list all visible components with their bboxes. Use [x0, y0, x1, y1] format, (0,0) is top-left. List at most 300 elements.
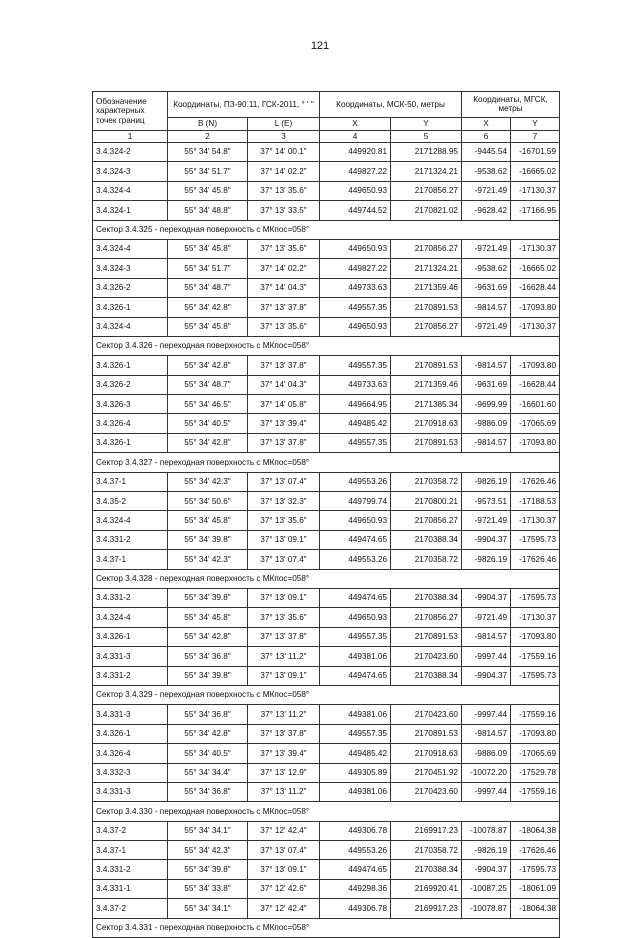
latitude-cell: 55° 34' 45.8" [168, 239, 248, 258]
latitude-cell: 55° 34' 54.8" [168, 143, 248, 162]
header-sub-b: B (N) [168, 117, 248, 130]
table-row [93, 414, 560, 433]
msk-x-cell: 449650.93 [320, 511, 391, 530]
mgsk-x-cell: -9721.49 [462, 608, 511, 627]
table-row [93, 705, 560, 724]
msk-x-cell: 449381.06 [320, 705, 391, 724]
point-id-cell: 3.4.326-4 [93, 414, 168, 433]
mgsk-y-cell: -17093.80 [511, 433, 560, 452]
msk-x-cell: 449733.63 [320, 375, 391, 394]
mgsk-y-cell: -17188.53 [511, 492, 560, 511]
table-row [93, 239, 560, 258]
sector-title: Сектор 3.4.326 - переходная поверхность с МКпос=058° [93, 336, 560, 355]
mgsk-y-cell: -16665.02 [511, 259, 560, 278]
longitude-cell: 37° 14' 02.2" [248, 162, 320, 181]
table-row [93, 492, 560, 511]
table-row [93, 782, 560, 801]
point-id-cell: 3.4.37-1 [93, 550, 168, 569]
point-id-cell: 3.4.326-4 [93, 744, 168, 763]
point-id-cell: 3.4.331-2 [93, 530, 168, 549]
latitude-cell: 55° 34' 42.3" [168, 550, 248, 569]
longitude-cell: 37° 13' 39.4" [248, 414, 320, 433]
table-row [93, 181, 560, 200]
latitude-cell: 55° 34' 51.7" [168, 162, 248, 181]
mgsk-x-cell: -9814.57 [462, 433, 511, 452]
table-row [93, 879, 560, 898]
mgsk-x-cell: -9445.54 [462, 143, 511, 162]
sector-title: Сектор 3.4.329 - переходная поверхность с МКпос=058° [93, 685, 560, 704]
latitude-cell: 55° 34' 48.8" [168, 201, 248, 220]
mgsk-x-cell: -9699.99 [462, 395, 511, 414]
longitude-cell: 37° 13' 35.6" [248, 608, 320, 627]
msk-y-cell: 2170856.27 [391, 181, 462, 200]
msk-x-cell: 449827.22 [320, 162, 391, 181]
table-row [93, 647, 560, 666]
longitude-cell: 37° 13' 37.8" [248, 356, 320, 375]
mgsk-y-cell: -17093.80 [511, 298, 560, 317]
msk-x-cell: 449474.65 [320, 860, 391, 879]
mgsk-x-cell: -9904.37 [462, 860, 511, 879]
mgsk-y-cell: -17529.78 [511, 763, 560, 782]
msk-y-cell: 2169920.41 [391, 879, 462, 898]
latitude-cell: 55° 34' 42.8" [168, 298, 248, 317]
latitude-cell: 55° 34' 42.8" [168, 724, 248, 743]
mgsk-y-cell: -17130.37 [511, 608, 560, 627]
point-id-cell: 3.4.324-4 [93, 181, 168, 200]
mgsk-y-cell: -17130.37 [511, 511, 560, 530]
msk-y-cell: 2170800.21 [391, 492, 462, 511]
point-id-cell: 3.4.326-1 [93, 356, 168, 375]
table-row [93, 278, 560, 297]
latitude-cell: 55° 34' 36.8" [168, 647, 248, 666]
mgsk-x-cell: -9721.49 [462, 317, 511, 336]
msk-x-cell: 449557.35 [320, 298, 391, 317]
longitude-cell: 37° 13' 11.2" [248, 647, 320, 666]
mgsk-x-cell: -9538.62 [462, 259, 511, 278]
mgsk-x-cell: -9997.44 [462, 782, 511, 801]
mgsk-y-cell: -17559.16 [511, 705, 560, 724]
header-col-number: 5 [391, 131, 462, 143]
header-sub-msk-y: Y [391, 117, 462, 130]
header-pz-group: Координаты, ПЗ-90.11, ГСК-2011, ° ' " [168, 92, 320, 118]
msk-y-cell: 2171324.21 [391, 162, 462, 181]
msk-x-cell: 449557.35 [320, 724, 391, 743]
table-row [93, 744, 560, 763]
mgsk-y-cell: -17626.46 [511, 472, 560, 491]
mgsk-y-cell: -16701.59 [511, 143, 560, 162]
latitude-cell: 55° 34' 36.8" [168, 705, 248, 724]
msk-x-cell: 449650.93 [320, 608, 391, 627]
mgsk-y-cell: -17595.73 [511, 588, 560, 607]
mgsk-y-cell: -17595.73 [511, 860, 560, 879]
msk-y-cell: 2170423.60 [391, 782, 462, 801]
point-id-cell: 3.4.331-3 [93, 705, 168, 724]
msk-x-cell: 449553.26 [320, 841, 391, 860]
table-row [93, 317, 560, 336]
msk-y-cell: 2170423.60 [391, 647, 462, 666]
longitude-cell: 37° 13' 37.8" [248, 627, 320, 646]
msk-x-cell: 449827.22 [320, 259, 391, 278]
msk-y-cell: 2170388.34 [391, 588, 462, 607]
sector-row [93, 918, 560, 937]
point-id-cell: 3.4.326-3 [93, 395, 168, 414]
point-id-cell: 3.4.332-3 [93, 763, 168, 782]
mgsk-x-cell: -9997.44 [462, 705, 511, 724]
longitude-cell: 37° 13' 09.1" [248, 588, 320, 607]
latitude-cell: 55° 34' 34.4" [168, 763, 248, 782]
msk-x-cell: 449306.78 [320, 899, 391, 918]
msk-x-cell: 449381.06 [320, 647, 391, 666]
sector-title: Сектор 3.4.330 - переходная поверхность с МКпос=058° [93, 802, 560, 821]
page-number: 121 [310, 40, 330, 52]
mgsk-y-cell: -17093.80 [511, 356, 560, 375]
msk-x-cell: 449650.93 [320, 181, 391, 200]
mgsk-y-cell: -17065.69 [511, 744, 560, 763]
msk-y-cell: 2170856.27 [391, 317, 462, 336]
table-header [93, 92, 560, 143]
latitude-cell: 55° 34' 39.8" [168, 530, 248, 549]
table-row [93, 356, 560, 375]
sector-title: Сектор 3.4.327 - переходная поверхность с МКпос=058° [93, 453, 560, 472]
latitude-cell: 55° 34' 33.8" [168, 879, 248, 898]
msk-y-cell: 2171288.95 [391, 143, 462, 162]
msk-x-cell: 449799.74 [320, 492, 391, 511]
msk-y-cell: 2170856.27 [391, 239, 462, 258]
msk-y-cell: 2170918.63 [391, 414, 462, 433]
latitude-cell: 55° 34' 45.8" [168, 317, 248, 336]
mgsk-x-cell: -9904.37 [462, 530, 511, 549]
header-col-number: 1 [93, 131, 168, 143]
longitude-cell: 37° 13' 37.8" [248, 433, 320, 452]
latitude-cell: 55° 34' 39.8" [168, 860, 248, 879]
longitude-cell: 37° 13' 09.1" [248, 666, 320, 685]
msk-x-cell: 449650.93 [320, 239, 391, 258]
header-msk-group: Координаты, МСК-50, метры [320, 92, 462, 118]
point-id-cell: 3.4.35-2 [93, 492, 168, 511]
longitude-cell: 37° 12' 42.4" [248, 821, 320, 840]
mgsk-x-cell: -9538.62 [462, 162, 511, 181]
mgsk-y-cell: -17595.73 [511, 530, 560, 549]
msk-y-cell: 2171359.46 [391, 375, 462, 394]
mgsk-x-cell: -9826.19 [462, 472, 511, 491]
msk-y-cell: 2170891.53 [391, 627, 462, 646]
msk-x-cell: 449650.93 [320, 317, 391, 336]
msk-x-cell: 449664.95 [320, 395, 391, 414]
mgsk-y-cell: -17559.16 [511, 782, 560, 801]
msk-x-cell: 449306.78 [320, 821, 391, 840]
mgsk-y-cell: -16665.02 [511, 162, 560, 181]
latitude-cell: 55° 34' 48.7" [168, 375, 248, 394]
msk-y-cell: 2170358.72 [391, 550, 462, 569]
mgsk-y-cell: -18061.09 [511, 879, 560, 898]
longitude-cell: 37° 13' 37.8" [248, 724, 320, 743]
longitude-cell: 37° 13' 09.1" [248, 860, 320, 879]
point-id-cell: 3.4.326-1 [93, 433, 168, 452]
point-id-cell: 3.4.331-3 [93, 782, 168, 801]
table-body [93, 143, 560, 938]
latitude-cell: 55° 34' 42.3" [168, 841, 248, 860]
header-sub-msk-x: X [320, 117, 391, 130]
msk-y-cell: 2170451.92 [391, 763, 462, 782]
msk-x-cell: 449474.65 [320, 666, 391, 685]
msk-y-cell: 2170891.53 [391, 298, 462, 317]
header-col-number: 6 [462, 131, 511, 143]
point-id-cell: 3.4.37-2 [93, 821, 168, 840]
point-id-cell: 3.4.37-1 [93, 472, 168, 491]
longitude-cell: 37° 13' 33.5" [248, 201, 320, 220]
point-id-cell: 3.4.331-2 [93, 860, 168, 879]
msk-x-cell: 449557.35 [320, 627, 391, 646]
header-point-label: Обозначение характерных точек границ [93, 92, 168, 131]
msk-y-cell: 2171385.34 [391, 395, 462, 414]
longitude-cell: 37° 14' 04.3" [248, 278, 320, 297]
msk-x-cell: 449557.35 [320, 433, 391, 452]
longitude-cell: 37° 13' 07.4" [248, 841, 320, 860]
msk-x-cell: 449305.89 [320, 763, 391, 782]
table-row [93, 511, 560, 530]
msk-y-cell: 2170891.53 [391, 356, 462, 375]
msk-y-cell: 2170821.02 [391, 201, 462, 220]
latitude-cell: 55° 34' 45.8" [168, 608, 248, 627]
point-id-cell: 3.4.324-3 [93, 162, 168, 181]
msk-y-cell: 2171324.21 [391, 259, 462, 278]
mgsk-x-cell: -9997.44 [462, 647, 511, 666]
longitude-cell: 37° 14' 02.2" [248, 259, 320, 278]
mgsk-x-cell: -9826.19 [462, 841, 511, 860]
msk-x-cell: 449553.26 [320, 472, 391, 491]
msk-x-cell: 449298.36 [320, 879, 391, 898]
table-row [93, 375, 560, 394]
mgsk-y-cell: -17093.80 [511, 724, 560, 743]
point-id-cell: 3.4.326-1 [93, 724, 168, 743]
header-col-number: 2 [168, 131, 248, 143]
mgsk-y-cell: -16628.44 [511, 375, 560, 394]
mgsk-y-cell: -16601.60 [511, 395, 560, 414]
longitude-cell: 37° 13' 32.3" [248, 492, 320, 511]
point-id-cell: 3.4.326-1 [93, 627, 168, 646]
longitude-cell: 37° 13' 35.6" [248, 239, 320, 258]
sector-row [93, 802, 560, 821]
msk-y-cell: 2170358.72 [391, 472, 462, 491]
msk-x-cell: 449920.81 [320, 143, 391, 162]
point-id-cell: 3.4.37-2 [93, 899, 168, 918]
mgsk-x-cell: -9721.49 [462, 239, 511, 258]
mgsk-y-cell: -16628.44 [511, 278, 560, 297]
msk-y-cell: 2171359.46 [391, 278, 462, 297]
mgsk-y-cell: -17130.37 [511, 317, 560, 336]
longitude-cell: 37° 13' 07.4" [248, 550, 320, 569]
msk-y-cell: 2170856.27 [391, 608, 462, 627]
header-sub-mgsk-x: X [462, 117, 511, 130]
msk-y-cell: 2170358.72 [391, 841, 462, 860]
latitude-cell: 55° 34' 34.1" [168, 899, 248, 918]
msk-x-cell: 449744.52 [320, 201, 391, 220]
mgsk-y-cell: -18064.38 [511, 899, 560, 918]
header-col-number: 3 [248, 131, 320, 143]
table-row [93, 298, 560, 317]
latitude-cell: 55° 34' 39.8" [168, 588, 248, 607]
mgsk-y-cell: -18064.38 [511, 821, 560, 840]
latitude-cell: 55° 34' 45.8" [168, 511, 248, 530]
msk-y-cell: 2170891.53 [391, 433, 462, 452]
mgsk-x-cell: -10087.25 [462, 879, 511, 898]
point-id-cell: 3.4.324-4 [93, 511, 168, 530]
point-id-cell: 3.4.331-2 [93, 666, 168, 685]
msk-y-cell: 2169917.23 [391, 821, 462, 840]
mgsk-x-cell: -10078.87 [462, 821, 511, 840]
mgsk-y-cell: -17093.80 [511, 627, 560, 646]
mgsk-x-cell: -9721.49 [462, 511, 511, 530]
latitude-cell: 55° 34' 48.7" [168, 278, 248, 297]
sector-title: Сектор 3.4.325 - переходная поверхность с МКпос=058° [93, 220, 560, 239]
table-row [93, 433, 560, 452]
msk-y-cell: 2170918.63 [391, 744, 462, 763]
longitude-cell: 37° 14' 04.3" [248, 375, 320, 394]
header-sub-mgsk-y: Y [511, 117, 560, 130]
sector-title: Сектор 3.4.331 - переходная поверхность с МКпос=058° [93, 918, 560, 937]
msk-x-cell: 449557.35 [320, 356, 391, 375]
table-row [93, 395, 560, 414]
mgsk-x-cell: -9631.69 [462, 278, 511, 297]
table-row [93, 899, 560, 918]
longitude-cell: 37° 12' 42.4" [248, 899, 320, 918]
table-row [93, 841, 560, 860]
mgsk-x-cell: -9904.37 [462, 588, 511, 607]
sector-row [93, 453, 560, 472]
table-row [93, 530, 560, 549]
msk-y-cell: 2170388.34 [391, 666, 462, 685]
point-id-cell: 3.4.326-1 [93, 298, 168, 317]
point-id-cell: 3.4.324-3 [93, 259, 168, 278]
table-row [93, 143, 560, 162]
header-col-number: 7 [511, 131, 560, 143]
msk-x-cell: 449474.65 [320, 588, 391, 607]
point-id-cell: 3.4.331-3 [93, 647, 168, 666]
sector-row [93, 220, 560, 239]
point-id-cell: 3.4.37-1 [93, 841, 168, 860]
table-row [93, 666, 560, 685]
sector-row [93, 685, 560, 704]
mgsk-x-cell: -9814.57 [462, 356, 511, 375]
mgsk-x-cell: -9573.51 [462, 492, 511, 511]
mgsk-x-cell: -9628.42 [462, 201, 511, 220]
msk-y-cell: 2170891.53 [391, 724, 462, 743]
mgsk-x-cell: -9886.09 [462, 414, 511, 433]
latitude-cell: 55° 34' 36.8" [168, 782, 248, 801]
longitude-cell: 37° 13' 35.6" [248, 181, 320, 200]
point-id-cell: 3.4.324-4 [93, 608, 168, 627]
table-row [93, 162, 560, 181]
mgsk-y-cell: -17626.46 [511, 841, 560, 860]
latitude-cell: 55° 34' 42.8" [168, 627, 248, 646]
table-row [93, 608, 560, 627]
longitude-cell: 37° 13' 35.6" [248, 511, 320, 530]
table-row [93, 763, 560, 782]
mgsk-x-cell: -9721.49 [462, 181, 511, 200]
longitude-cell: 37° 13' 11.2" [248, 782, 320, 801]
mgsk-y-cell: -17065.69 [511, 414, 560, 433]
table-row [93, 821, 560, 840]
point-id-cell: 3.4.324-1 [93, 201, 168, 220]
longitude-cell: 37° 13' 12.9" [248, 763, 320, 782]
latitude-cell: 55° 34' 34.1" [168, 821, 248, 840]
mgsk-y-cell: -17130.37 [511, 181, 560, 200]
longitude-cell: 37° 13' 09.1" [248, 530, 320, 549]
longitude-cell: 37° 13' 37.8" [248, 298, 320, 317]
longitude-cell: 37° 14' 05.8" [248, 395, 320, 414]
msk-y-cell: 2170856.27 [391, 511, 462, 530]
mgsk-x-cell: -9631.69 [462, 375, 511, 394]
latitude-cell: 55° 34' 46.5" [168, 395, 248, 414]
latitude-cell: 55° 34' 40.5" [168, 414, 248, 433]
point-id-cell: 3.4.326-2 [93, 278, 168, 297]
table-row [93, 588, 560, 607]
latitude-cell: 55° 34' 40.5" [168, 744, 248, 763]
point-id-cell: 3.4.324-2 [93, 143, 168, 162]
mgsk-x-cell: -9814.57 [462, 298, 511, 317]
table-row [93, 550, 560, 569]
mgsk-x-cell: -9814.57 [462, 724, 511, 743]
msk-x-cell: 449485.42 [320, 744, 391, 763]
msk-x-cell: 449733.63 [320, 278, 391, 297]
longitude-cell: 37° 14' 00.1" [248, 143, 320, 162]
msk-y-cell: 2170388.34 [391, 530, 462, 549]
mgsk-x-cell: -9886.09 [462, 744, 511, 763]
mgsk-y-cell: -17595.73 [511, 666, 560, 685]
latitude-cell: 55° 34' 42.3" [168, 472, 248, 491]
sector-row [93, 569, 560, 588]
longitude-cell: 37° 13' 11.2" [248, 705, 320, 724]
mgsk-y-cell: -17166.95 [511, 201, 560, 220]
longitude-cell: 37° 13' 39.4" [248, 744, 320, 763]
sector-row [93, 336, 560, 355]
point-id-cell: 3.4.326-2 [93, 375, 168, 394]
longitude-cell: 37° 13' 07.4" [248, 472, 320, 491]
msk-x-cell: 449474.65 [320, 530, 391, 549]
point-id-cell: 3.4.324-4 [93, 239, 168, 258]
point-id-cell: 3.4.331-1 [93, 879, 168, 898]
coordinates-table [92, 91, 560, 938]
msk-y-cell: 2170423.60 [391, 705, 462, 724]
mgsk-y-cell: -17559.16 [511, 647, 560, 666]
table-row [93, 472, 560, 491]
mgsk-y-cell: -17130.37 [511, 239, 560, 258]
header-mgsk-group: Координаты, МГСК, метры [462, 92, 560, 118]
latitude-cell: 55° 34' 45.8" [168, 181, 248, 200]
table-row [93, 627, 560, 646]
msk-x-cell: 449553.26 [320, 550, 391, 569]
mgsk-x-cell: -10078.87 [462, 899, 511, 918]
latitude-cell: 55° 34' 50.6" [168, 492, 248, 511]
mgsk-x-cell: -9904.37 [462, 666, 511, 685]
msk-x-cell: 449381.06 [320, 782, 391, 801]
table-row [93, 259, 560, 278]
header-sub-l: L (E) [248, 117, 320, 130]
mgsk-x-cell: -9814.57 [462, 627, 511, 646]
sector-title: Сектор 3.4.328 - переходная поверхность с МКпос=058° [93, 569, 560, 588]
msk-x-cell: 449485.42 [320, 414, 391, 433]
mgsk-x-cell: -10072.20 [462, 763, 511, 782]
msk-y-cell: 2169917.23 [391, 899, 462, 918]
table-row [93, 860, 560, 879]
latitude-cell: 55° 34' 39.8" [168, 666, 248, 685]
mgsk-y-cell: -17626.46 [511, 550, 560, 569]
point-id-cell: 3.4.331-2 [93, 588, 168, 607]
longitude-cell: 37° 13' 35.6" [248, 317, 320, 336]
table-row [93, 724, 560, 743]
msk-y-cell: 2170388.34 [391, 860, 462, 879]
mgsk-x-cell: -9826.19 [462, 550, 511, 569]
